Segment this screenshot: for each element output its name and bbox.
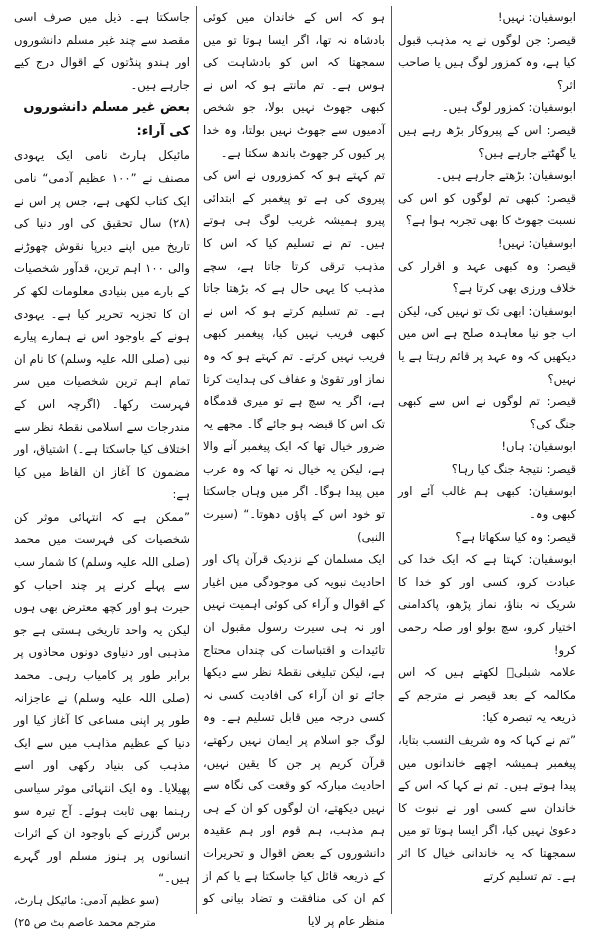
paragraph: قیصر: وہ کیا سکھاتا ہے؟: [455, 529, 576, 544]
citation: (سو عظیم آدمی: مائیکل ہارٹ،: [14, 893, 160, 907]
paragraph: قیصر: تم لوگوں نے اس سے کبھی جنگ کی؟: [398, 394, 576, 431]
section-heading: بعض غیر مسلم دانشوروں کی آراء:: [23, 100, 190, 140]
paragraph: ابوسفیان: نہیں!: [497, 235, 576, 250]
paragraph: قیصر: کبھی تم لوگوں کو اس کی نسبت جھوٹ کا بھی تجربہ ہوا ہے؟: [398, 190, 576, 228]
paragraph: ابوسفیان: کہتا ہے کہ ایک خدا کی عبادت کرو، کسی اور کو خدا کا شریک نہ بناؤ، نماز پڑھو، پاکدامنی اختیار کرو، سچ بولو اور صلہ رحمی کرو!: [398, 552, 576, 657]
paragraph: ابوسفیان: کمزور لوگ ہیں۔: [441, 100, 576, 115]
paragraph: جاسکتا ہے۔ ذیل میں صرف اسی مقصد سے چند غیر مسلم دانشوروں اور ہندو پنڈتوں کے اقوال درج کیے جارہے ہیں۔: [14, 10, 190, 92]
paragraph: قیصر: جن لوگوں نے یہ مذہب قبول کیا ہے، وہ کمزور لوگ ہیں یا صاحب اثر؟: [398, 32, 576, 92]
paragraph: ابوسفیان: بڑھتے جارہے ہیں۔: [435, 168, 576, 183]
paragraph: ابوسفیان: ہاں!: [501, 439, 576, 454]
paragraph: ”تم نے کہا کہ وہ شریف النسب بتایا، پیغمبر ہمیشہ اچھے خاندانوں میں پیدا ہوتے ہیں۔ تم نے کہا کہ اس کے خاندان سے کسی اور نے نبوت کا دعویٰ نہیں کیا، اگر ایسا ہوتا تو میں سمجھتا کہ یہ خاندانی خیال کا اثر ہے۔ تم تسلیم کرتے: [398, 733, 576, 883]
paragraph: مائیکل ہارٹ نامی ایک یہودی مصنف نے ”۱۰۰ عظیم آدمی“ نامی ایک کتاب لکھی ہے، جس پر اس نے (۲۸) سال تحقیق کی اور دنیا کی تاریخ میں اپنے دیرپا نقوش چھوڑنے والی ۱۰۰ اہم ترین، قدآور شخصیات کے بارے میں بنیادی معلومات لکھ کر ان کا تجزیہ تحریر کیا ہے۔ یہودی ہونے کے باوجود اس نے ہمارے پیارے نبی (صلی اللہ علیہ وسلم) کا نام ان تمام اہم ترین شخصیات میں سر فہرست رکھا۔ (اگرچہ اس کے مندرجات سے اسلامی نقطۂ نظر سے اختلاف کیا جاسکتا ہے۔) اشتیاق، اور مضمون کا آغاز ان الفاظ میں کیا ہے:: [14, 148, 190, 502]
paragraph: ابوسفیان: نہیں!: [497, 10, 576, 24]
paragraph: قیصر: نتیجۂ جنگ کیا رہا؟: [451, 461, 576, 476]
paragraph: قیصر: اس کے پیروکار بڑھ رہے ہیں یا گھٹتے جارہے ہیں؟: [398, 122, 576, 160]
paragraph: ابوسفیان: کبھی ہم غالب آئے اور کبھی وہ۔: [398, 484, 576, 522]
paragraph: ایک مسلمان کے نزدیک قرآن پاک اور احادیث نبویہ کی موجودگی میں اغیار کے اقوال و آراء کی کوئی اہمیت نہیں اور نہ ہی سیرت رسول مقبول ان تائیدات و اقتباسات کی چنداں محتاج ہے، لیکن تبلیغی نقطۂ نظر سے دیکھا جائے تو ان آراء کی افادیت کسی نہ کسی درجہ میں قابل تسلیم ہے۔ وہ لوگ جو اسلام پر ایمان نہیں رکھتے، قرآن کریم پر جن کا یقین نہیں، احادیث مبارکہ کو وقعت کی نگاہ سے نہیں دیکھتے، ان لوگوں کو ان کے ہی ہم مذہب، ہم قوم اور ہم عقیدہ دانشوروں کے بعض اقوال و تحریرات کے ذریعہ قائل کیا جاسکتا ہے یا کم از کم ان کی منافقت و تضاد بیانی کو منظر عام پر لایا: [203, 552, 385, 928]
citation-translator: مترجم محمد عاصم بٹ ص ۲۵): [14, 915, 156, 929]
quote-paragraph: ”ممکن ہے کہ انتہائی موثر کن شخصیات کی فہرست میں محمد (صلی اللہ علیہ وسلم) کا شمار سب سے پہلے کرنے پر چند احباب کو حیرت ہو اور کچھ معترض بھی ہوں لیکن یہ واحد تاریخی ہستی ہے جو مذہبی اور دنیاوی دونوں محاذوں پر برابر طور پر کامیاب رہی۔ محمد (صلی اللہ علیہ وسلم) نے عاجزانہ طور پر اپنی مساعی کا آغاز کیا اور دنیا کے عظیم مذاہب میں سے ایک مذہب کی بنیاد رکھی اور اسے پھیلایا۔ وہ ایک انتہائی موثر سیاسی رہنما بھی ثابت ہوئے۔ آج تیرہ سو برس گزرنے کے باوجود ان کے اثرات انسانوں پر ہنوز مسلم اور گہرے ہیں۔“: [14, 509, 190, 886]
paragraph: ہو کہ اس کے خاندان میں کوئی بادشاہ نہ تھا، اگر ایسا ہوتا تو میں سمجھتا کہ اس کو بادشاہت کی ہوس ہے۔ تم مانتے ہو کہ اس نے کبھی جھوٹ نہیں بولا، جو شخص آدمیوں سے جھوٹ نہیں بولتا، وہ خدا پر کیوں کر جھوٹ باندھ سکتا ہے۔: [203, 10, 385, 160]
column-right: [392, 6, 582, 914]
paragraph: علامہ شبلیؒ لکھتے ہیں کہ اس مکالمہ کے بعد قیصر نے مترجم کے ذریعہ یہ تبصرہ کیا:: [398, 665, 576, 725]
paragraph: قیصر: وہ کبھی عہد و اقرار کی خلاف ورزی بھی کرتا ہے؟: [398, 258, 576, 296]
column-middle: [196, 6, 392, 928]
paragraph: ابوسفیان: ابھی تک تو نہیں کی، لیکن اب جو نیا معاہدہ صلح ہے اس میں دیکھیں کہ وہ عہد پر قائم رہتا ہے یا نہیں؟: [398, 303, 576, 386]
paragraph: تم کہتے ہو کہ کمزوروں نے اس کی پیروی کی ہے تو پیغمبر کے ابتدائی پیرو ہمیشہ غریب لوگ ہی ہوتے ہیں۔ تم نے تسلیم کیا کہ اس کا مذہب ترقی کرتا جاتا ہے، سچے مذہب کا یہی حال ہے کہ بڑھتا جاتا ہے۔ تم تسلیم کرتے ہو کہ اس نے کبھی فریب نہیں کیا، پیغمبر کبھی فریب نہیں کرتے۔ تم کہتے ہو کہ وہ نماز اور تقویٰ و عفاف کی ہدایت کرتا ہے، اگر یہ سچ ہے تو میری قدمگاہ تک اس کا قبضہ ہو جائے گا۔ مجھے یہ ضرور خیال تھا کہ ایک پیغمبر آنے والا ہے، لیکن یہ خیال نہ تھا کہ وہ عرب میں پیدا ہوگا۔ اگر میں وہاں جاسکتا تو خود اس کے پاؤں دھوتا۔“ (سیرت النبی): [203, 168, 385, 544]
column-left: [8, 6, 196, 929]
